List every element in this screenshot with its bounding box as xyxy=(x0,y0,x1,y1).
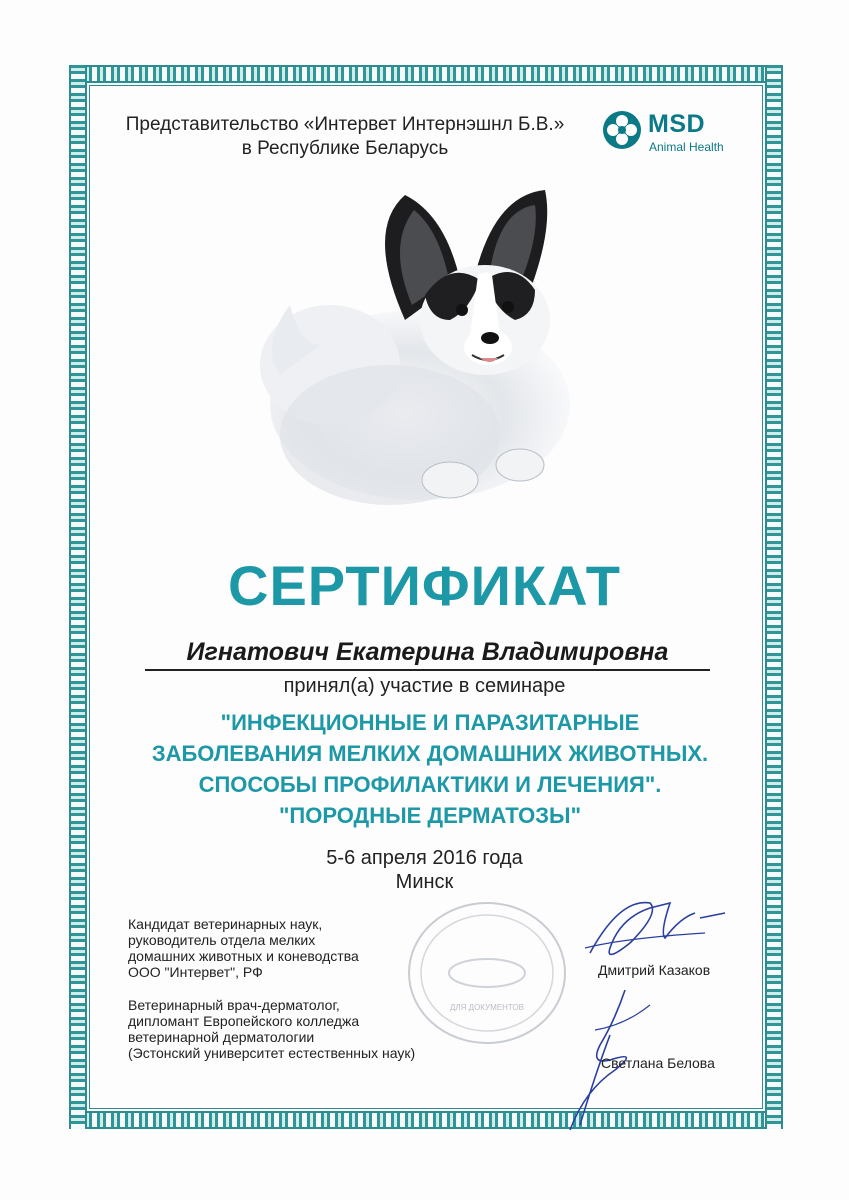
official-stamp xyxy=(405,898,570,1048)
org-line-1: Представительство «Интервет Интернэшнл Б.В.» xyxy=(125,114,565,135)
seminar-line: "ИНФЕКЦИОННЫЕ И ПАРАЗИТАРНЫЕ xyxy=(220,710,640,735)
event-date: 5-6 апреля 2016 года xyxy=(326,847,523,869)
signatory-title-line: дипломант Европейского колледжа xyxy=(128,1013,360,1029)
signatory-title-line: руководитель отдела мелких xyxy=(128,932,316,948)
border-top xyxy=(69,65,783,83)
papillon-dog-illustration xyxy=(240,175,600,515)
event-city: Минск xyxy=(395,871,454,893)
signatory-1-name: Дмитрий Казаков xyxy=(598,962,711,978)
msd-logo-subtitle: Animal Health xyxy=(649,140,724,154)
border-bottom xyxy=(69,1111,783,1129)
stamp-text: ДЛЯ ДОКУМЕНТОВ xyxy=(449,1003,525,1012)
seminar-title xyxy=(90,707,770,831)
event-date-place xyxy=(0,846,849,894)
signatory-title-line: Кандидат ветеринарных наук, xyxy=(128,916,323,932)
participation-text: принял(а) участие в семинаре xyxy=(283,675,566,697)
signature-1 xyxy=(570,888,730,968)
organization-header xyxy=(110,113,580,161)
signatory-2-name: Светлана Белова xyxy=(601,1055,715,1071)
seminar-line: "ПОРОДНЫЕ ДЕРМАТОЗЫ" xyxy=(278,803,582,828)
signatory-1-title xyxy=(128,916,428,980)
signatory-title-line: Ветеринарный врач-дерматолог, xyxy=(128,997,340,1013)
recipient-name: Игнатович Екатерина Владимировна xyxy=(145,638,710,671)
certificate-title: СЕРТИФИКАТ xyxy=(228,554,621,617)
signatory-2-title xyxy=(128,997,448,1061)
seminar-line: СПОСОБЫ ПРОФИЛАКТИКИ И ЛЕЧЕНИЯ". xyxy=(198,772,662,797)
org-line-2: в Республике Беларусь xyxy=(241,138,449,159)
signatory-title-line: ветеринарной дерматологии xyxy=(128,1029,315,1045)
signatory-title-line: ООО "Интервет", РФ xyxy=(128,964,263,980)
signatory-title-line: (Эстонский университет естественных наук) xyxy=(128,1045,416,1061)
seminar-line: ЗАБОЛЕВАНИЯ МЕЛКИХ ДОМАШНИХ ЖИВОТНЫХ. xyxy=(151,741,709,766)
msd-logo-text: MSD xyxy=(648,110,706,138)
signatory-title-line: домашних животных и коневодства xyxy=(128,948,359,964)
